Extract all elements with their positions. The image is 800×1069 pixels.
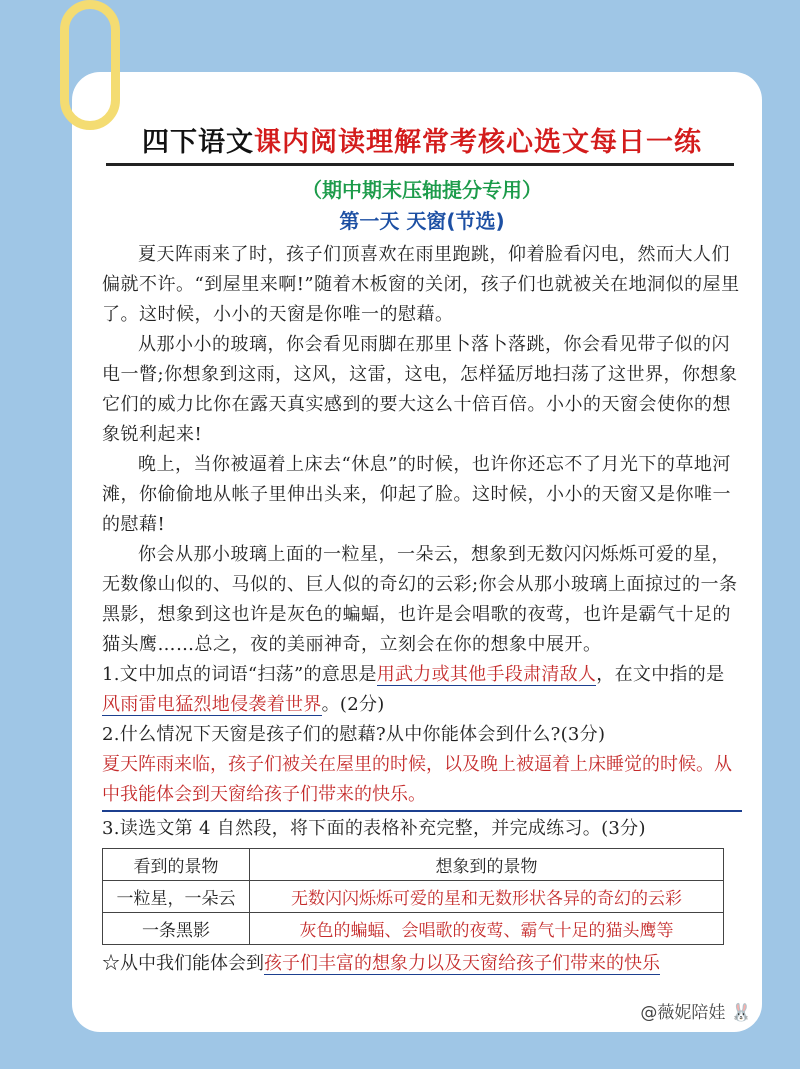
table-row [103, 881, 724, 913]
title-black-part: 四下语文 [142, 127, 254, 158]
q3-conclusion-prefix: ☆从中我们能体会到 [102, 953, 264, 974]
table-cell-imagined: 无数闪闪烁烁可爱的星和无数形状各异的奇幻的云彩 [250, 881, 724, 913]
question-1 [102, 660, 742, 720]
passage-paragraph-2: 从那小小的玻璃，你会看见雨脚在那里卜落卜落跳，你会看见带子似的闪电一瞥;你想象到这雨，这风，这雷，这电，怎样猛厉地扫荡了这世界，你想象它们的威力比你在露天真实感到的要大这么十倍百倍。小小的天窗会使你的想象锐利起来! [102, 334, 738, 445]
q3-conclusion [102, 949, 742, 979]
q2-answer: 夏天阵雨来临，孩子们被关在屋里的时候，以及晚上被逼着上床睡觉的时候。从中我能体会到天窗给孩子们带来的快乐。 [102, 750, 742, 812]
title-underline [106, 163, 734, 166]
q1-answer-1: 用武力或其他手段肃清敌人 [376, 664, 597, 685]
page-title [102, 120, 742, 159]
chapter-heading: 第一天 天窗(节选) [339, 209, 505, 233]
q1-middle: ，在文中指的是 [596, 664, 725, 685]
subtitle: （期中期末压轴提分专用） [302, 178, 542, 202]
table-header-row [103, 849, 724, 881]
table-header-imagined: 想象到的景物 [250, 849, 724, 881]
table-row [103, 913, 724, 945]
question-3: 3.读选文第 4 自然段，将下面的表格补充完整，并完成练习。(3分) [102, 818, 646, 839]
author-watermark: @薇妮陪娃 🐰 [640, 1003, 752, 1023]
q1-suffix: 。(2分) [321, 694, 385, 715]
passage-paragraph-1: 夏天阵雨来了时，孩子们顶喜欢在雨里跑跳，仰着脸看闪电，然而大人们偏就不许。“到屋里来啊!”随着木板窗的关闭，孩子们也就被关在地洞似的屋里了。这时候，小小的天窗是你唯一的慰藉。 [102, 244, 740, 325]
table-cell-seen: 一粒星，一朵云 [103, 881, 250, 913]
table-cell-imagined: 灰色的蝙蝠、会唱歌的夜莺、霸气十足的猫头鹰等 [250, 913, 724, 945]
title-red-part: 课内阅读理解常考核心选文每日一练 [254, 127, 702, 158]
binder-ring [60, 0, 120, 130]
q3-conclusion-answer: 孩子们丰富的想象力以及天窗给孩子们带来的快乐 [264, 953, 660, 974]
table-cell-seen: 一条黑影 [103, 913, 250, 945]
worksheet-card [72, 72, 762, 1032]
question-2: 2.什么情况下天窗是孩子们的慰藉?从中你能体会到什么?(3分) [102, 724, 606, 745]
scenery-table [102, 848, 724, 945]
q1-answer-2: 风雨雷电猛烈地侵袭着世界 [102, 694, 322, 715]
reading-passage [102, 240, 742, 660]
worksheet-content [102, 120, 742, 979]
passage-paragraph-3: 晚上，当你被逼着上床去“休息”的时候，也许你还忘不了月光下的草地河滩，你偷偷地从帐子里伸出头来，仰起了脸。这时候，小小的天窗又是你唯一的慰藉! [102, 454, 731, 535]
passage-paragraph-4: 你会从那小玻璃上面的一粒星，一朵云，想象到无数闪闪烁烁可爱的星，无数像山似的、马似的、巨人似的奇幻的云彩;你会从那小玻璃上面掠过的一条黑影，想象到这也许是灰色的蝙蝠，也许是会唱歌的夜莺，也许是霸气十足的猫头鹰……总之，夜的美丽神奇，立刻会在你的想象中展开。 [102, 544, 738, 655]
q1-prefix: 1.文中加点的词语“扫荡”的意思是 [102, 664, 377, 685]
table-header-seen: 看到的景物 [103, 849, 250, 881]
